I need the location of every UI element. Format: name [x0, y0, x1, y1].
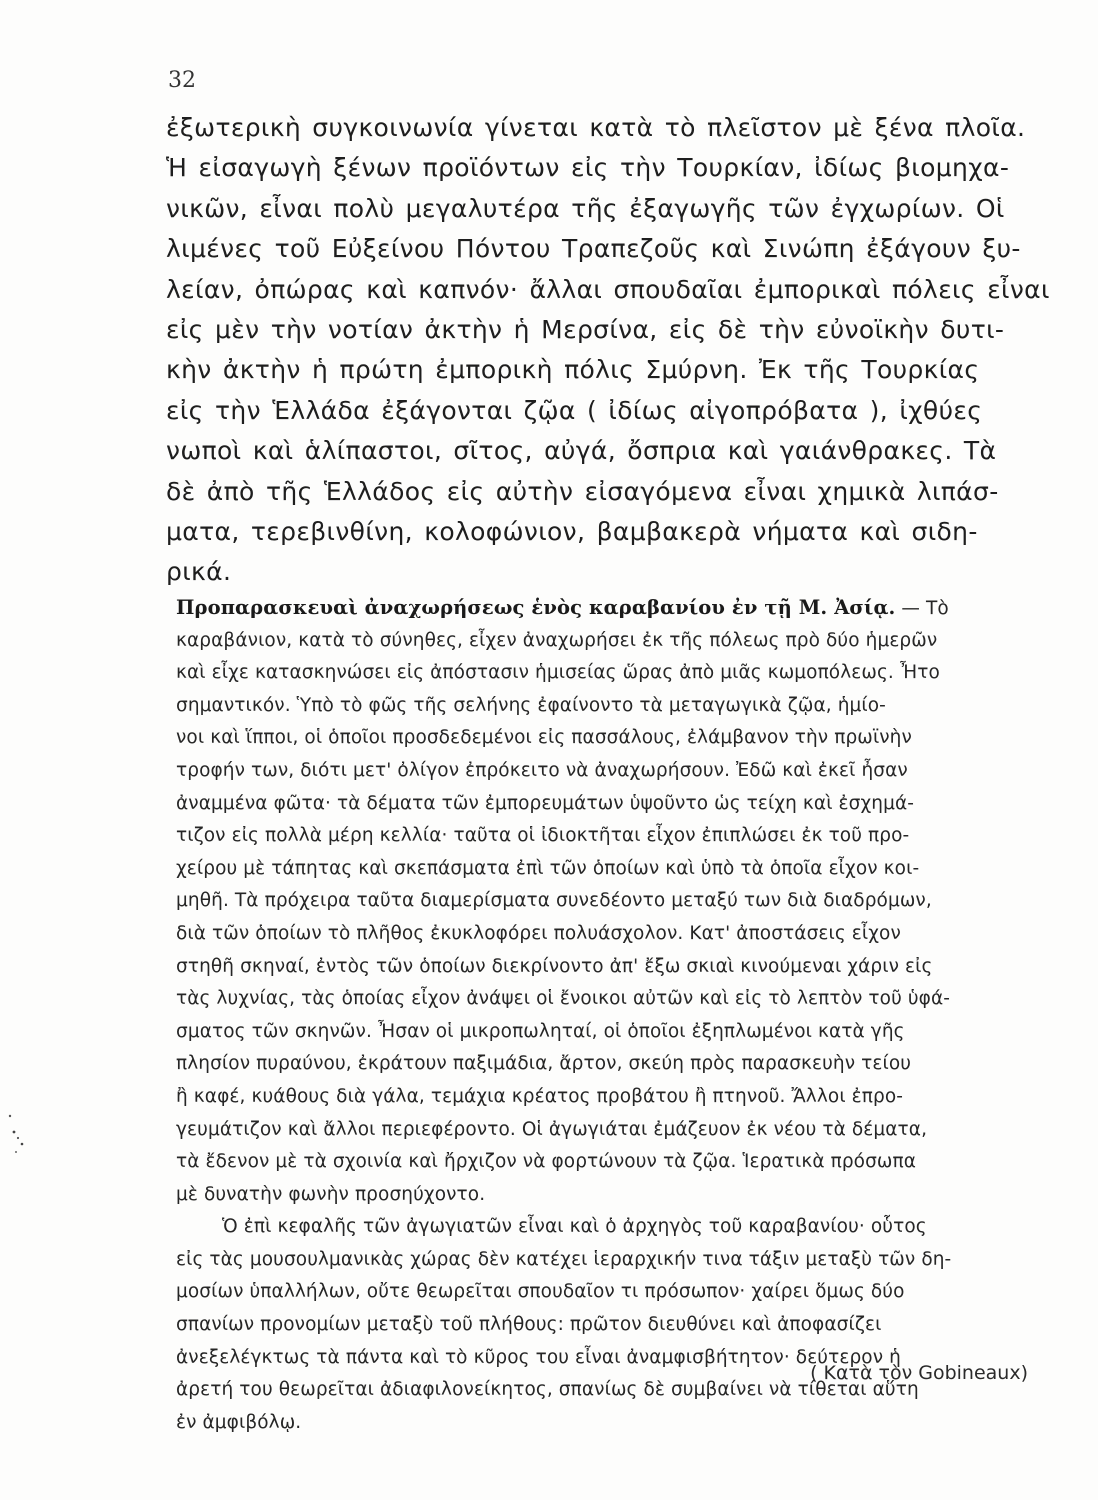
caravan-passage-section [176, 592, 1036, 1439]
text-line: ἀρετή του θεωρεῖται ἀδιαφιλονείκητος, σπανίως δὲ συμβαίνει νὰ τίθεται αὕτη [176, 1379, 919, 1401]
text-line: νοι καὶ ἵπποι, οἱ ὁποῖοι προσδεδεμένοι εἰς πασσάλους, ἐλάμβανον τὴν πρωϊνὴν [176, 727, 912, 749]
text-line: τὰς λυχνίας, τὰς ὁποίας εἶχον ἀνάψει οἱ ἔνοικοι αὐτῶν καὶ εἰς τὸ λεπτὸν τοῦ ὑφά- [176, 988, 951, 1010]
page-number: 32 [168, 68, 196, 93]
attribution: ( Κατὰ τὸν Gobineaux) [810, 1362, 1028, 1384]
text-line: εἰς τὴν Ἑλλάδα ἐξάγονται ζῷα ( ἰδίως αἰγοπρόβατα ), ἰχθύες [166, 395, 983, 425]
body-text-section [166, 108, 1050, 593]
text-line: στηθῆ σκηναί, ἐντὸς τῶν ὁποίων διεκρίνοντο ἀπ' ἔξω σκιαὶ κινούμεναι χάριν εἰς [176, 955, 933, 977]
text-line: ἐν ἀμφιβόλῳ. [176, 1411, 302, 1433]
text-line: νικῶν, εἶναι πολὺ μεγαλυτέρα τῆς ἐξαγωγῆς τῶν ἐγχωρίων. Οἱ [166, 193, 1005, 223]
text-line: ἢ καφέ, κυάθους διὰ γάλα, τεμάχια κρέατος προβάτου ἢ πτηνοῦ. Ἄλλοι ἐπρο- [176, 1085, 904, 1107]
text-line: μοσίων ὑπαλλήλων, οὔτε θεωρεῖται σπουδαῖον τι πρόσωπον· χαίρει ὅμως δύο [176, 1281, 905, 1303]
text-line: διὰ τῶν ὁποίων τὸ πλῆθος ἐκυκλοφόρει πολυάσχολον. Κατ' ἀποστάσεις εἶχον [176, 922, 901, 944]
text-line: εἰς μὲν τὴν νοτίαν ἀκτὴν ἡ Μερσίνα, εἰς δὲ τὴν εὐνοϊκὴν δυτι- [166, 314, 1005, 344]
text-line: σημαντικόν. Ὑπὸ τὸ φῶς τῆς σελήνης ἐφαίνοντο τὰ μεταγωγικὰ ζῷα, ἡμίο- [176, 694, 886, 716]
text-line: χείρου μὲ τάπητας καὶ σκεπάσματα ἐπὶ τῶν ὁποίων καὶ ὑπὸ τὰ ὁποῖα εἶχον κοι- [176, 857, 920, 879]
text-line: κὴν ἀκτὴν ἡ πρώτη ἐμπορικὴ πόλις Σμύρνη. Ἐκ τῆς Τουρκίας [166, 355, 980, 385]
text-line: καὶ εἶχε κατασκηνώσει εἰς ἀπόστασιν ἡμισείας ὥρας ἀπὸ μιᾶς κωμοπόλεως. Ἦτο [176, 662, 940, 684]
text-line: εἰς τὰς μουσουλμανικὰς χώρας δὲν κατέχει ἱεραρχικήν τινα τάξιν μεταξὺ τῶν δη- [176, 1248, 952, 1270]
heading-line [176, 592, 1036, 625]
text-line: δὲ ἀπὸ τῆς Ἑλλάδος εἰς αὐτὴν εἰσαγόμενα εἶναι χημικὰ λιπάσ- [166, 476, 999, 506]
text-line: ρικά. [166, 557, 232, 587]
section-heading: Προπαρασκευαὶ ἀναχωρήσεως ἑνὸς καραβανίου ἐν τῇ Μ. Ἀσίᾳ. [176, 596, 896, 619]
text-line: καραβάνιον, κατὰ τὸ σύνηθες, εἶχεν ἀναχωρήσει ἐκ τῆς πόλεως πρὸ δύο ἡμερῶν [176, 629, 938, 651]
text-line: λιμένες τοῦ Εὐξείνου Πόντου Τραπεζοῦς καὶ Σινώπη ἐξάγουν ξυ- [166, 234, 1021, 264]
text-line: ἐξωτερικὴ συγκοινωνία γίνεται κατὰ τὸ πλεῖστον μὲ ξένα πλοῖα. [166, 113, 1026, 142]
text-line: τροφήν των, διότι μετ' ὀλίγον ἐπρόκειτο νὰ ἀναχωρήσουν. Ἐδῶ καὶ ἐκεῖ ἦσαν [176, 759, 908, 781]
heading-line-rest: — Τὸ [895, 598, 949, 619]
scan-specks [4, 1112, 28, 1160]
text-line: νωποὶ καὶ ἁλίπαστοι, σῖτος, αὐγά, ὄσπρια καὶ γαιάνθρακες. Τὰ [166, 436, 997, 466]
text-line: ἀνεξελέγκτως τὰ πάντα καὶ τὸ κῦρος του εἶναι ἀναμφισβήτητον· δεύτερον ἡ [176, 1346, 901, 1368]
text-line: λείαν, ὀπώρας καὶ καπνόν· ἄλλαι σπουδαῖαι ἐμπορικαὶ πόλεις εἶναι [166, 274, 1050, 304]
text-line: ἀναμμένα φῶτα· τὰ δέματα τῶν ἐμπορευμάτων ὑψοῦντο ὡς τείχη καὶ ἐσχημά- [176, 792, 915, 814]
text-line: γευμάτιζον καὶ ἄλλοι περιεφέροντο. Οἱ ἀγωγιάται ἐμάζευον ἐκ νέου τὰ δέματα, [176, 1118, 928, 1140]
text-line: ματα, τερεβινθίνη, κολοφώνιον, βαμβακερὰ νήματα καὶ σιδη- [166, 516, 978, 546]
text-line: πλησίον πυραύνου, ἐκράτουν παξιμάδια, ἄρτον, σκεύη πρὸς παρασκευὴν τείου [176, 1053, 912, 1075]
text-line: μηθῆ. Τὰ πρόχειρα ταῦτα διαμερίσματα συνεδέοντο μεταξύ των διὰ διαδρόμων, [176, 890, 932, 912]
text-line: τιζον εἰς πολλὰ μέρη κελλία· ταῦτα οἱ ἰδιοκτῆται εἶχον ἐπιπλώσει ἐκ τοῦ προ- [176, 825, 910, 847]
text-line: τὰ ἔδενον μὲ τὰ σχοινία καὶ ἤρχιζον νὰ φορτώνουν τὰ ζῷα. Ἱερατικὰ πρόσωπα [176, 1151, 917, 1173]
text-line: Ἡ εἰσαγωγὴ ξένων προϊόντων εἰς τὴν Τουρκίαν, ἰδίως βιομηχα- [166, 153, 1010, 183]
text-line: μὲ δυνατὴν φωνὴν προσηύχοντο. [176, 1183, 486, 1205]
text-line: Ὁ ἐπὶ κεφαλῆς τῶν ἀγωγιατῶν εἶναι καὶ ὁ ἀρχηγὸς τοῦ καραβανίου· οὗτος [222, 1216, 927, 1238]
text-line: σπανίων προνομίων μεταξὺ τοῦ πλήθους: πρῶτον διευθύνει καὶ ἀποφασίζει [176, 1314, 882, 1336]
text-line: σματος τῶν σκηνῶν. Ἦσαν οἱ μικροπωληταί, οἱ ὁποῖοι ἐξηπλωμένοι κατὰ γῆς [176, 1020, 905, 1042]
